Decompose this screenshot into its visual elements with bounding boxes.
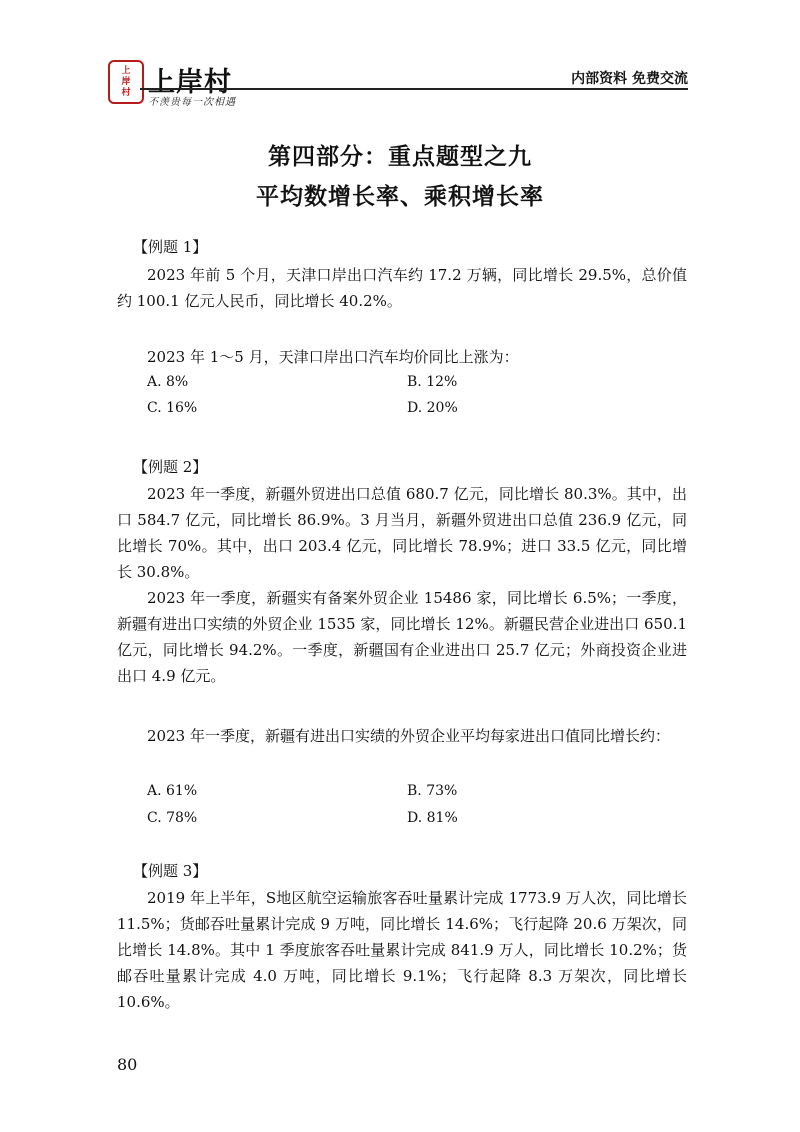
seal-char: 上 xyxy=(121,65,131,76)
example-2-paragraph-1: 2023 年一季度，新疆外贸进出口总值 680.7 亿元，同比增长 80.3%。其中，出口 584.7 亿元，同比增长 86.9%。3 月当月，新疆外贸进出口总值 236.9 亿元，同比增长 70%。其中，出口 203.4 亿元，同比增长 78.9%；进口 33.5 亿元，同比增长 30.8%。 xyxy=(117,485,687,581)
brand-slogan: 不羡贵每一次相遇 xyxy=(148,97,236,108)
example-1-label: 【例题 1】 xyxy=(133,238,208,256)
example-1-option-d: D. 20% xyxy=(407,400,458,416)
example-2-material xyxy=(117,481,687,689)
example-2-question: 2023 年一季度，新疆有进出口实绩的外贸企业平均每家进出口值同比增长约： xyxy=(147,727,670,745)
example-2-option-c: C. 78% xyxy=(147,810,198,826)
brand-name: 上岸村 xyxy=(148,67,232,98)
example-1-question-block xyxy=(117,344,687,370)
example-1-question: 2023 年 1～5 月，天津口岸出口汽车均价同比上涨为： xyxy=(147,348,519,366)
example-2-question-block xyxy=(117,723,687,749)
example-3-paragraph: 2019 年上半年，S地区航空运输旅客吞吐量累计完成 1773.9 万人次，同比增长 11.5%；货邮吞吐量累计完成 9 万吨，同比增长 14.6%；飞行起降 20.6 万架次，同比增长 14.8%。其中 1 季度旅客吞吐量累计完成 841.9 万人，同比增长 10.2%；货邮吞吐量累计完成 4.0 万吨，同比增长 9.1%；飞行起降 8.3 万架次，同比增长 10.6%。 xyxy=(117,889,687,1011)
page-number: 80 xyxy=(117,1055,138,1074)
seal-logo xyxy=(108,60,144,104)
example-1-paragraph: 2023 年前 5 个月，天津口岸出口汽车约 17.2 万辆，同比增长 29.5%，总价值约 100.1 亿元人民币，同比增长 40.2%。 xyxy=(117,266,687,310)
header-rule xyxy=(140,88,688,90)
example-3-material xyxy=(117,885,687,1015)
seal-char: 村 xyxy=(121,87,131,98)
seal-char: 岸 xyxy=(121,76,131,87)
example-2-label: 【例题 2】 xyxy=(133,458,208,476)
page-title: 第四部分：重点题型之九 xyxy=(268,143,532,170)
example-1-option-a: A. 8% xyxy=(147,374,189,390)
example-2-paragraph-2: 2023 年一季度，新疆实有备案外贸企业 15486 家，同比增长 6.5%；一季度，新疆有进出口实绩的外贸企业 1535 家，同比增长 12%。新疆民营企业进出口 650.1 亿元，同比增长 94.2%。一季度，新疆国有企业进出口 25.7 亿元；外商投资企业进出口 4.9 亿元。 xyxy=(117,589,687,685)
example-2-option-d: D. 81% xyxy=(407,810,458,826)
example-1-option-b: B. 12% xyxy=(407,374,458,390)
header-note: 内部资料 免费交流 xyxy=(571,71,688,87)
example-1-option-c: C. 16% xyxy=(147,400,198,416)
example-2-option-a: A. 61% xyxy=(147,783,198,799)
page-subtitle: 平均数增长率、乘积增长率 xyxy=(256,183,544,210)
example-3-label: 【例题 3】 xyxy=(133,862,208,880)
example-2-option-b: B. 73% xyxy=(407,783,458,799)
example-1-material xyxy=(117,262,687,314)
page-header xyxy=(108,58,688,108)
